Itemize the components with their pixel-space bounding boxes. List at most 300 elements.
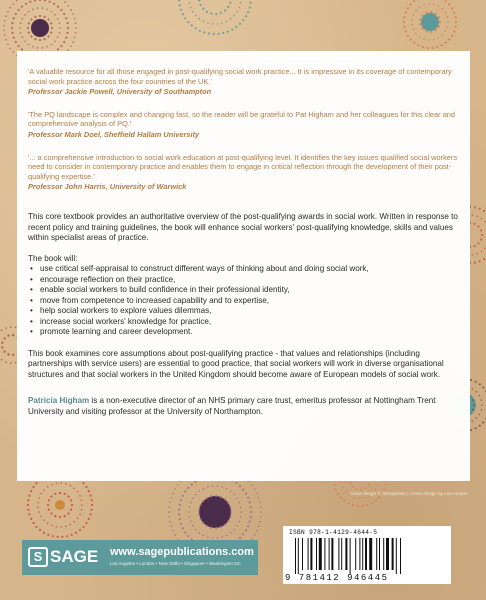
barcode-bar <box>392 538 394 570</box>
ring-dot <box>415 33 417 35</box>
ring-dot <box>90 513 92 515</box>
ring-dot <box>419 23 421 25</box>
ring-dot <box>81 509 83 511</box>
barcode-bar <box>350 538 351 574</box>
ring-dot <box>224 9 226 11</box>
ring-dot <box>1 342 3 344</box>
ring-dot <box>37 507 39 509</box>
ring-dot <box>476 216 478 218</box>
barcode-bar <box>341 538 342 570</box>
ring-dot <box>180 499 182 501</box>
ring-dot <box>477 225 479 227</box>
ring-dot <box>5 39 7 41</box>
barcode-bar <box>369 538 372 570</box>
ring-dot <box>66 535 68 537</box>
ring-dot <box>442 8 444 10</box>
ring-dot <box>182 13 184 15</box>
ring-dot <box>455 21 457 23</box>
ring-dot <box>30 18 32 20</box>
ring-dot <box>375 500 377 502</box>
ring-dot <box>448 3 450 5</box>
sage-s-icon: S <box>28 547 48 567</box>
ring-dot <box>455 26 457 28</box>
barcode-icon <box>293 538 441 574</box>
ring-dot <box>413 0 415 2</box>
ring-dot <box>247 525 249 527</box>
ring-dot <box>49 1 51 3</box>
ring-dot <box>451 7 453 9</box>
ring-dot <box>59 27 61 29</box>
ring-dot <box>210 527 212 529</box>
ring-dot <box>438 37 440 39</box>
ring-dot <box>57 18 59 20</box>
ring-dot <box>33 486 35 488</box>
ring-dot <box>71 534 73 536</box>
ring-center-dot <box>421 13 439 31</box>
ring-dot <box>240 2 242 4</box>
ring-dot <box>65 525 67 527</box>
ring-dot <box>72 13 74 15</box>
ring-dot <box>483 210 485 212</box>
ring-dot <box>169 521 171 523</box>
ring-dot <box>179 4 181 6</box>
ring-dot <box>74 37 76 39</box>
ring-dot <box>448 38 450 40</box>
ring-dot <box>474 262 476 264</box>
ring-dot <box>73 487 75 489</box>
ring-dot <box>180 523 182 525</box>
ring-dot <box>174 488 176 490</box>
ring-dot <box>242 489 244 491</box>
ring-dot <box>435 29 437 31</box>
barcode-bar <box>386 538 389 570</box>
quote-text: 'A valuable resource for all those engaged in post-qualifying social work practice... It is impressive in its coverage of contemporary social work practice across the four countries of the UK.' <box>28 67 452 86</box>
ring-dot <box>213 33 215 35</box>
ring-dot <box>254 534 256 536</box>
ring-dot <box>470 379 472 381</box>
ring-dot <box>482 421 484 423</box>
ring-dot <box>473 404 475 406</box>
ring-dot <box>231 29 233 31</box>
list-item: • increase social workers' knowledge for practice, <box>40 317 460 328</box>
benefits-list <box>28 264 460 338</box>
author-bio-text: is a non-executive director of an NHS primary care trust, emeritus professor at Nottingham Trent University and visiting professor at the University of Northampton. <box>28 396 436 416</box>
ring-dot <box>481 234 483 236</box>
ring-dot <box>480 229 482 231</box>
list-item: • move from competence to increased capability and to expertise, <box>40 296 460 307</box>
ring-dot <box>479 425 481 427</box>
barcode-bar <box>310 538 312 570</box>
ring-dot <box>215 495 217 497</box>
ring-dot <box>54 41 56 43</box>
ring-dot <box>474 245 476 247</box>
ring-dot <box>202 8 204 10</box>
ring-dot <box>366 504 368 506</box>
ring-dot <box>28 513 30 515</box>
ring-dot <box>410 38 412 40</box>
ring-dot <box>428 39 430 41</box>
ring-dot <box>230 532 232 534</box>
ring-dot <box>182 527 184 529</box>
ring-dot <box>20 22 22 24</box>
ring-dot <box>221 536 223 538</box>
ring-dot <box>472 254 474 256</box>
barcode-bar <box>362 538 363 570</box>
ring-dot <box>30 518 32 520</box>
ring-dot <box>410 3 412 5</box>
ring-dot <box>239 537 241 539</box>
ring-dot <box>337 493 339 495</box>
ring-dot <box>191 483 193 485</box>
ring-dot <box>67 512 69 514</box>
ring-dot <box>227 502 229 504</box>
ring-dot <box>249 501 251 503</box>
ring-dot <box>178 513 180 515</box>
ring-dot <box>184 491 186 493</box>
ring-dot <box>226 488 228 490</box>
ring-dot <box>431 47 433 49</box>
ring-dot <box>195 27 197 29</box>
ring-dot <box>54 493 56 495</box>
ring-dot <box>44 16 46 18</box>
ring-dot <box>7 11 9 13</box>
ring-dot <box>212 485 214 487</box>
ring-dot <box>184 531 186 533</box>
quote-author: Professor Jackie Powell, University of Southampton <box>28 87 212 97</box>
ring-dot <box>349 481 351 483</box>
ring-dot <box>54 515 56 517</box>
ring-dot <box>430 11 432 13</box>
ring-dot <box>47 35 49 37</box>
ring-dot <box>13 37 15 39</box>
ring-dot <box>365 487 367 489</box>
ring-dot <box>475 427 477 429</box>
ring-dot <box>224 523 226 525</box>
ring-dot <box>470 429 472 431</box>
ring-dot <box>472 399 474 401</box>
ring-dot <box>10 362 12 364</box>
barcode-bar <box>331 538 333 570</box>
ring-dot <box>70 524 72 526</box>
ring-dot <box>227 520 229 522</box>
ring-dot <box>242 19 244 21</box>
ring-dot <box>238 7 240 9</box>
ring-dot <box>60 9 62 11</box>
ring-dot <box>25 3 27 5</box>
quote-text: '... a comprehensive introduction to social work education at post-qualifying level. It identifies the key issues qualified social workers need to consider in contemporary practice and enables them to engage in critical reflection through the development of their post-qualifying expertise.' <box>28 152 458 181</box>
ring-dot <box>40 516 42 518</box>
ring-dot <box>217 23 219 25</box>
ring-dot <box>191 24 193 26</box>
ring-dot <box>233 529 235 531</box>
ring-dot <box>42 7 44 9</box>
ring-dot <box>206 525 208 527</box>
ring-dot <box>21 6 23 8</box>
ring-dot <box>171 497 173 499</box>
ring-dot <box>51 44 53 46</box>
ring-dot <box>453 12 455 14</box>
ring-dot <box>256 493 258 495</box>
ring-dot <box>1 346 3 348</box>
ring-dot <box>172 493 174 495</box>
ring-dot <box>453 30 455 32</box>
endorsement-quote <box>28 67 458 97</box>
ring-dot <box>3 351 5 353</box>
ring-dot <box>13 3 15 5</box>
ring-dot <box>229 516 231 518</box>
ring-dot <box>474 206 476 208</box>
ring-dot <box>37 502 39 504</box>
barcode-bar <box>302 538 303 570</box>
ring-dot <box>483 258 485 260</box>
ring-dot <box>29 1 31 3</box>
ring-dot <box>445 12 447 14</box>
ring-dot <box>39 39 41 41</box>
list-item: • encourage reflection on their practice, <box>40 275 460 286</box>
ring-dot <box>177 484 179 486</box>
ring-dot <box>59 516 61 518</box>
publisher-url[interactable]: www.sagepublications.com <box>110 546 254 558</box>
ring-dot <box>472 409 474 411</box>
ring-dot <box>169 516 171 518</box>
ring-dot <box>63 41 65 43</box>
ring-dot <box>425 30 427 32</box>
ring-dot <box>50 495 52 497</box>
ring-dot <box>27 504 29 506</box>
ring-dot <box>27 509 29 511</box>
ring-dot <box>30 35 32 37</box>
list-item: • enable social workers to build confidence in their professional identity, <box>40 285 460 296</box>
intro-paragraph: This core textbook provides an authoritative overview of the post-qualifying awards in social work. Written in response to recent policy and training guidelines, the book will enhance social workers' post-qualifying knowledge, skills and values within specialist areas of practice. <box>28 212 458 242</box>
ring-dot <box>249 6 251 8</box>
ring-dot <box>3 25 5 27</box>
ring-dot <box>335 488 337 490</box>
ring-dot <box>481 218 483 220</box>
ring-dot <box>79 513 81 515</box>
ring-dot <box>63 13 65 15</box>
ring-dot <box>479 208 481 210</box>
ring-dot <box>199 532 201 534</box>
ring-dot <box>479 260 481 262</box>
ring-dot <box>423 38 425 40</box>
ring-dot <box>430 31 432 33</box>
ring-dot <box>61 536 63 538</box>
ring-dot <box>482 386 484 388</box>
ring-dot <box>179 518 181 520</box>
ring-dot <box>217 537 219 539</box>
barcode-bar <box>355 538 356 570</box>
ring-dot <box>34 38 36 40</box>
ring-dot <box>481 404 483 406</box>
ring-dot <box>245 529 247 531</box>
ring-dot <box>407 7 409 9</box>
ring-dot <box>18 45 20 47</box>
ring-dot <box>368 484 370 486</box>
ring-dot <box>208 32 210 34</box>
ring-dot <box>54 14 56 16</box>
ring-dot <box>46 9 48 11</box>
ring-dot <box>238 502 240 504</box>
ring-dot <box>47 486 49 488</box>
ring-dot <box>47 522 49 524</box>
ring-dot <box>229 2 231 4</box>
ring-dot <box>198 0 200 2</box>
ring-dot <box>413 28 415 30</box>
ring-dot <box>259 521 261 523</box>
ring-dot <box>476 391 478 393</box>
ring-dot <box>221 486 223 488</box>
ring-dot <box>67 22 69 24</box>
ring-dot <box>10 48 12 50</box>
ring-dot <box>250 2 252 4</box>
ring-dot <box>75 532 77 534</box>
ring-dot <box>91 504 93 506</box>
ring-dot <box>77 491 79 493</box>
ring-dot <box>57 37 59 39</box>
ring-dot <box>70 46 72 48</box>
ring-dot <box>210 495 212 497</box>
ring-dot <box>16 0 18 1</box>
ring-dot <box>218 33 220 35</box>
ring-dot <box>44 0 46 2</box>
ring-dot <box>1 359 3 361</box>
ring-dot <box>433 39 435 41</box>
ring-dot <box>226 21 228 23</box>
ring-dot <box>245 15 247 17</box>
ring-dot <box>195 494 197 496</box>
list-lead: The book will: <box>28 253 78 263</box>
ring-dot <box>341 482 343 484</box>
ring-dot <box>207 536 209 538</box>
barcode-bar <box>298 538 299 574</box>
ring-dot <box>46 46 48 48</box>
ring-dot <box>220 526 222 528</box>
ring-dot <box>79 529 81 531</box>
ring-dot <box>195 529 197 531</box>
ring-dot <box>27 27 29 29</box>
ring-dot <box>415 10 417 12</box>
ring-dot <box>19 27 21 29</box>
ring-dot <box>425 12 427 14</box>
ring-dot <box>421 14 423 16</box>
ring-dot <box>236 498 238 500</box>
ring-dot <box>479 383 481 385</box>
ring-dot <box>203 21 205 23</box>
ring-dot <box>200 4 202 6</box>
ring-dot <box>1 330 3 332</box>
ring-dot <box>451 35 453 37</box>
ring-dot <box>226 535 228 537</box>
ring-dot <box>371 502 373 504</box>
ring-dot <box>168 511 170 513</box>
ring-dot <box>56 483 58 485</box>
ring-dot <box>13 17 15 19</box>
ring-dot <box>27 499 29 501</box>
ring-dot <box>44 38 46 40</box>
ring-dot <box>60 526 62 528</box>
barcode-bar <box>345 538 347 570</box>
ring-dot <box>51 484 53 486</box>
ring-center-dot <box>31 19 49 37</box>
ring-dot <box>472 214 474 216</box>
ring-dot <box>190 502 192 504</box>
ring-dot <box>57 536 59 538</box>
ring-dot <box>198 513 200 515</box>
ring-dot <box>340 496 342 498</box>
ring-dot <box>250 511 252 513</box>
ring-dot <box>85 522 87 524</box>
ring-dot <box>35 482 37 484</box>
ring-dot <box>433 4 435 6</box>
ring-dot <box>260 511 262 513</box>
ring-dot <box>254 488 256 490</box>
barcode-bar <box>308 538 309 570</box>
barcode-bar <box>329 538 330 570</box>
ring-dot <box>481 409 483 411</box>
ring-dot <box>441 44 443 46</box>
ring-dot <box>343 486 345 488</box>
ring-dot <box>39 0 41 1</box>
barcode-bar <box>295 538 296 574</box>
ring-dot <box>187 487 189 489</box>
ring-dot <box>227 6 229 8</box>
barcode-bar <box>359 538 360 570</box>
ring-dot <box>240 516 242 518</box>
ring-dot <box>34 0 36 2</box>
ring-dot <box>77 518 79 520</box>
ring-dot <box>22 37 24 39</box>
ring-dot <box>206 11 208 13</box>
ring-dot <box>32 9 34 11</box>
ring-center-dot <box>55 500 65 510</box>
ring-dot <box>215 527 217 529</box>
ring-dot <box>75 32 77 34</box>
ring-dot <box>203 535 205 537</box>
ring-dot <box>427 47 429 49</box>
ring-dot <box>85 486 87 488</box>
ring-dot <box>65 17 67 19</box>
ring-dot <box>7 43 9 45</box>
ring-dot <box>352 504 354 506</box>
ring-dot <box>88 518 90 520</box>
ring-dot <box>438 5 440 7</box>
publisher-bar <box>22 540 258 575</box>
ring-dot <box>51 11 53 13</box>
ring-dot <box>52 535 54 537</box>
ring-dot <box>419 36 421 38</box>
barcode-bar <box>338 538 339 570</box>
ring-dot <box>39 15 41 17</box>
ring-dot <box>479 395 481 397</box>
ring-dot <box>436 46 438 48</box>
endorsement-quote <box>28 153 458 192</box>
ring-dot <box>477 242 479 244</box>
ring-dot <box>3 337 5 339</box>
barcode-bar <box>316 538 317 570</box>
ring-dot <box>199 30 201 32</box>
ring-dot <box>43 519 45 521</box>
ring-dot <box>230 18 232 20</box>
ring-dot <box>403 21 405 23</box>
ring-dot <box>88 490 90 492</box>
ring-dot <box>37 7 39 9</box>
sage-logo-text: SAGE <box>50 547 99 566</box>
ring-dot <box>345 491 347 493</box>
ring-dot <box>35 526 37 528</box>
ring-dot <box>259 502 261 504</box>
ring-dot <box>71 504 73 506</box>
ring-dot <box>247 497 249 499</box>
